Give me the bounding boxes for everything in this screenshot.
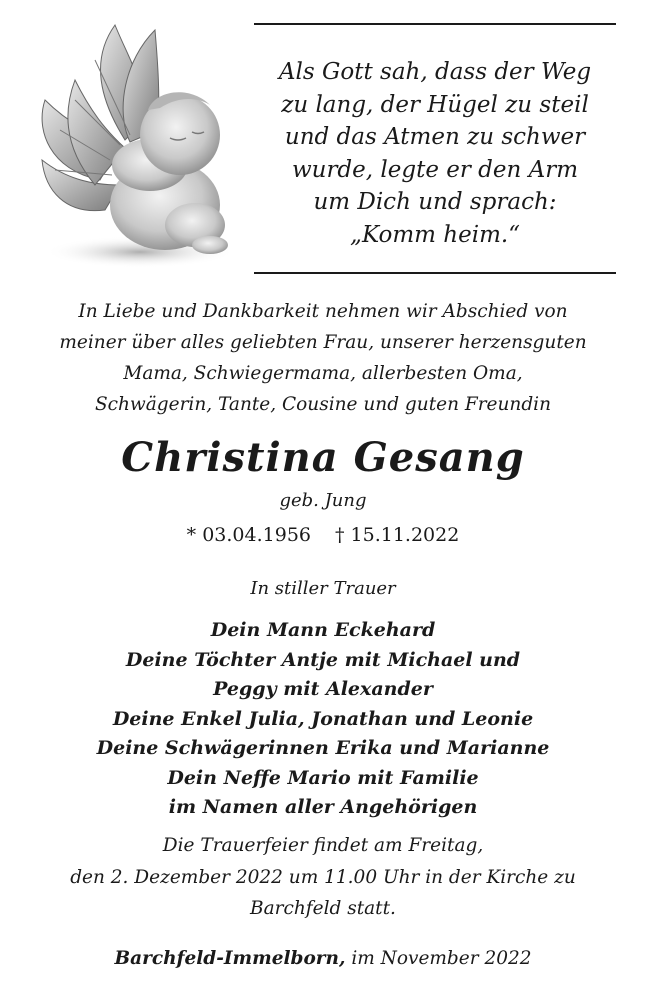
mourners-list (0, 616, 646, 823)
verse-line: und das Atmen zu schwer (284, 124, 586, 150)
bottom-divider (254, 272, 616, 274)
verse-line: Als Gott sah, dass der Weg (278, 59, 592, 85)
verse-line: um Dich und sprach: (313, 189, 557, 215)
intro-line: meiner über alles geliebten Frau, unserer herzensguten (59, 332, 587, 353)
death-date: † 15.11.2022 (335, 524, 460, 546)
signoff-date: im November 2022 (351, 948, 532, 969)
signoff-place: Barchfeld-Immelborn, (114, 948, 346, 969)
funeral-service-info (0, 830, 646, 925)
mourner-line: im Namen aller Angehörigen (168, 796, 478, 818)
angel-figurine-image (30, 20, 235, 270)
mourner-line: Deine Töchter Antje mit Michael und (125, 648, 521, 671)
birth-date: * 03.04.1956 (186, 524, 311, 546)
life-dates (0, 524, 646, 546)
mourner-line: Peggy mit Alexander (213, 678, 433, 700)
mourner-line: Dein Neffe Mario mit Familie (167, 766, 479, 789)
service-line: Barchfeld statt. (250, 898, 396, 919)
signoff (0, 948, 646, 969)
intro-line: Mama, Schwiegermama, allerbesten Oma, (123, 363, 523, 384)
intro-line: Schwägerin, Tante, Cousine und guten Freundin (94, 394, 551, 415)
deceased-name: Christina Gesang (121, 434, 525, 481)
intro-text (0, 296, 646, 420)
birth-name: geb. Jung (279, 490, 367, 511)
verse-line: wurde, legte er den Arm (291, 156, 579, 183)
service-line: Die Trauerfeier findet am Freitag, (162, 835, 484, 856)
intro-line: In Liebe und Dankbarkeit nehmen wir Abschied von (78, 301, 568, 322)
top-divider (254, 23, 616, 25)
mourner-line: Dein Mann Eckehard (210, 619, 436, 641)
verse-block (254, 56, 616, 251)
mourning-label: In stiller Trauer (250, 578, 396, 599)
verse-line: zu lang, der Hügel zu steil (281, 91, 589, 118)
verse-line: „Komm heim.“ (350, 221, 520, 248)
mourner-line: Deine Schwägerinnen Erika und Marianne (96, 737, 550, 759)
service-line: den 2. Dezember 2022 um 11.00 Uhr in der Kirche zu (70, 866, 576, 888)
mourner-line: Deine Enkel Julia, Jonathan und Leonie (112, 707, 534, 730)
